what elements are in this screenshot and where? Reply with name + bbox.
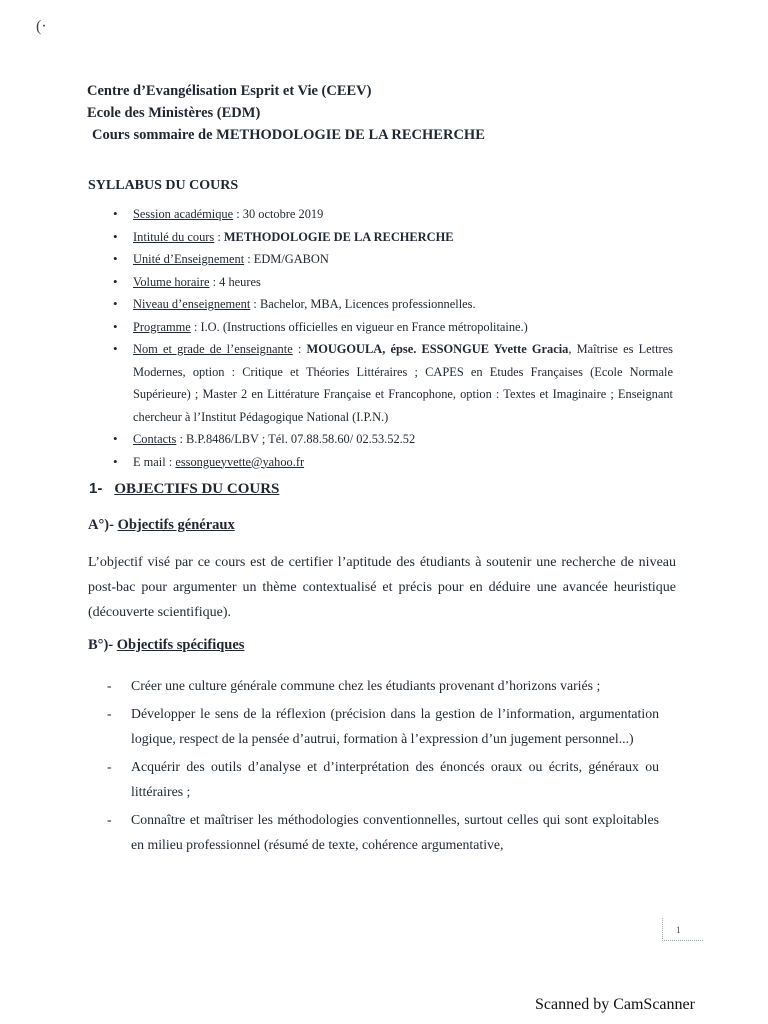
corner-mark: (· — [36, 18, 47, 35]
item-label: Niveau d’enseignement — [133, 297, 251, 311]
item-label: Session académique — [133, 207, 234, 221]
subheading-objectifs-specifiques — [88, 637, 244, 654]
list-item: - Développer le sens de la réflexion (précision dans la gestion de l’information, argumentation logique, respect de la pensée d’autrui, formation à l’expression d’un jugement personnel...) — [131, 701, 659, 752]
syllabus-item-session — [133, 203, 673, 226]
syllabus-list — [133, 203, 673, 473]
syllabus-item-volume — [133, 271, 673, 294]
syllabus-item-intitule — [133, 226, 673, 249]
subheading-title: Objectifs spécifiques — [116, 637, 245, 653]
header-line-course: Cours sommaire de METHODOLOGIE DE LA RECHERCHE — [92, 127, 485, 143]
item-label: Unité d’Enseignement — [133, 252, 245, 266]
paragraph-objectifs-generaux: L’objectif visé par ce cours est de certifier l’aptitude des étudiants à soutenir une recherche de niveau post-bac pour argumenter un thème contextualisé et précis pour en déduire une avancée heuristique (découverte scientifique). — [88, 555, 676, 620]
item-value: : 30 octobre 2019 — [233, 207, 324, 221]
item-label: Programme — [133, 319, 191, 334]
item-label: Nom et grade de l’enseignante — [133, 342, 293, 356]
item-value-rest: , Maîtrise es Lettres Modernes, option : Critique et Théories Littéraires ; CAPES en Etudes Françaises (Ecole Normale Supérieure) ; Master 2 en Littérature Française et Francophone, option : Textes et Imaginaire ; Enseignant chercheur à l’Institut Pédagogique National (I.P.N.) — [133, 342, 674, 424]
item-label: Contacts — [133, 432, 177, 446]
header-line-ceev: Centre d’Evangélisation Esprit et Vie (CEEV) — [87, 83, 372, 99]
item-value-bold: MOUGOULA, épse. ESSONGUE Yvette Gracia — [306, 342, 569, 356]
syllabus-item-enseignante — [133, 338, 673, 428]
item-label: Intitulé du cours — [133, 229, 215, 244]
scanner-watermark: Scanned by CamScanner — [535, 996, 695, 1013]
list-item: - Connaître et maîtriser les méthodologies conventionnelles, surtout celles qui sont exploitables en milieu professionnel (résumé de texte, cohérence argumentative, — [131, 807, 659, 858]
section-title: OBJECTIFS DU COURS — [114, 481, 280, 497]
header-line-edm: Ecole des Ministères (EDM) — [87, 105, 261, 121]
subheading-prefix: A°)- — [88, 517, 118, 533]
item-value: : EDM/GABON — [244, 252, 329, 266]
item-value-bold: METHODOLOGIE DE LA RECHERCHE — [223, 229, 454, 244]
item-value: : B.P.8486/LBV ; Tél. 07.88.58.60/ 02.53.52.52 — [176, 432, 416, 446]
syllabus-title: SYLLABUS DU COURS — [88, 178, 239, 193]
item-value: : 4 heures — [209, 274, 261, 289]
syllabus-item-email — [133, 451, 673, 474]
item-value: : I.O. (Instructions officielles en vigueur en France métropolitaine.) — [190, 319, 528, 334]
page-corner-mark — [662, 918, 703, 941]
section-heading-objectifs — [89, 480, 279, 498]
specific-objectives-list — [131, 673, 659, 860]
list-item: - Créer une culture générale commune chez les étudiants provenant d’horizons variés ; — [131, 673, 659, 699]
item-value: : — [292, 342, 307, 356]
syllabus-item-programme — [133, 316, 673, 339]
subheading-objectifs-generaux — [88, 517, 235, 534]
syllabus-item-unite — [133, 248, 673, 271]
item-value: : Bachelor, MBA, Licences professionnelles. — [250, 297, 476, 311]
subheading-title: Objectifs généraux — [117, 517, 235, 533]
syllabus-item-contacts — [133, 428, 673, 451]
document-header — [87, 80, 707, 146]
list-item: - Acquérir des outils d’analyse et d’interprétation des énoncés oraux ou écrits, généraux ou littéraires ; — [131, 754, 659, 805]
section-number: 1- — [89, 480, 103, 497]
item-value: : — [214, 229, 224, 244]
email-link[interactable]: essongueyvette@yahoo.fr — [175, 454, 305, 469]
syllabus-item-niveau — [133, 293, 673, 316]
item-label: Volume horaire — [133, 274, 210, 289]
item-value: E mail : — [133, 454, 176, 469]
page-mark: 1 — [676, 925, 681, 935]
subheading-prefix: B°)- — [88, 637, 117, 653]
